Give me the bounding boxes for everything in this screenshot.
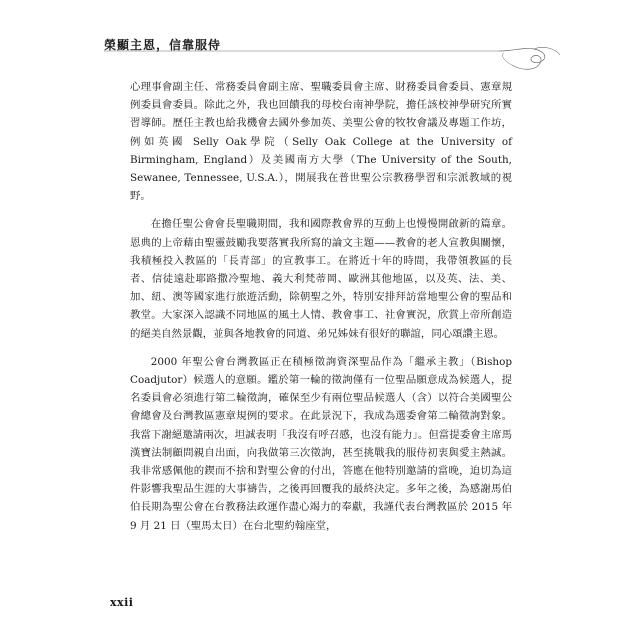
body-text xyxy=(130,78,512,545)
paragraph-3: 2000 年聖公會台灣教區正在積極徵詢資深聖品作為「繼承主教」（Bishop Coadjutor）候選人的意願。鑑於第一輪的徵詢僅有一位聖品願意成為候選人，提名委員會必須進行第二輪徵詢，確保至少有兩位聖品候選人（含）以符合美國聖公會總會及台灣教區憲章規例的要求。在此景況下，我成為選委會第二輪徵詢對象。我當下謝絕邀請兩次，坦誠表明「我沒有呼召感，也沒有能力」。但當提委會主席馬漢寶法制顧問親自出面，向我做第三次徵詢，甚至挑戰我的服侍初衷與愛主熱誠。我非常感佩他的鍥而不捨和對聖公會的付出，答應在他特別邀請的當晚，迫切為這件影響我聖品生涯的大事禱告，之後再回覆我的最終決定。多年之後，為感謝馬伯伯長期為聖公會在台教務法政運作盡心竭力的奉獻，我謹代表台灣教區於 2015 年 9 月 21 日（聖馬太日）在台北聖約翰座堂， xyxy=(130,355,512,532)
page-number: xxii xyxy=(110,596,134,609)
paragraph-2: 在擔任聖公會會長聖職期間，我和國際教會界的互動上也慢慢開啟新的篇章。恩典的上帝藉由聖靈鼓勵我要落實我所寫的論文主題——教會的老人宣教與關懷，我積極投入教區的「長青部」的宣教事工。在將近十年的時間，我帶領教區的長者、信徒遠赴耶路撒冷聖地、義大利梵蒂岡、歐洲其他地區，以及英、法、美、加、紐、澳等國家進行旅遊活動，除朝聖之外，特別安排拜訪當地聖公會的聖品和教堂。大家深入認識不同地區的風土人情、教會事工、社會實況，欣賞上帝所創造的絕美自然景觀，並與各地教會的同道、弟兄姊妹有很好的聯誼，同心頌讚主恩。 xyxy=(130,218,512,340)
running-header-title: 榮顯主恩，信靠服侍 xyxy=(104,38,222,52)
paragraph-1: 心理事會副主任、常務委員會副主席、聖職委員會主席、財務委員會委員、憲章規例委員會委員。除此之外，我也回饋我的母校台南神學院，擔任該校神學研究所實習導師。歷任主教也給我機會去國外參加英、美聖公會的牧牧會議及專題工作坊，例如英國 Selly Oak學院（Selly Oak College at the University of Birmingham, England）及美國南方大學（The University of the South, Sewanee, Tennessee, U.S.A.），開展我在普世聖公宗教務學習和宗派教域的視野。 xyxy=(130,81,512,203)
flourish-ornament-icon xyxy=(104,45,564,75)
